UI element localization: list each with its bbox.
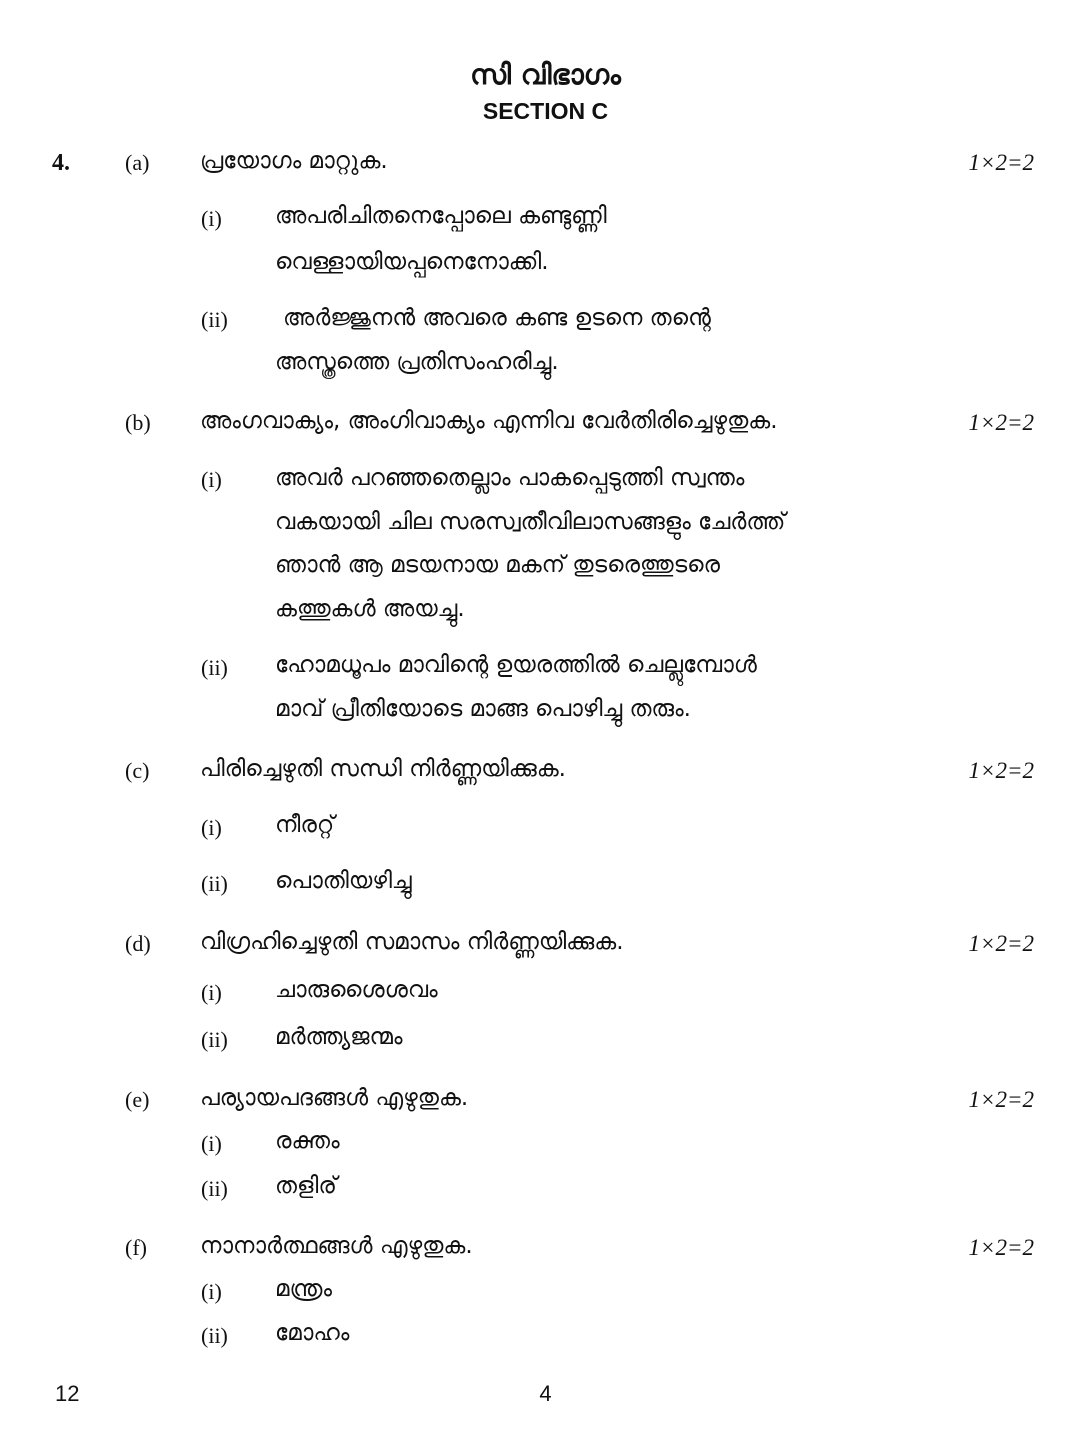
part-c-item-i-label: (i) [201, 815, 222, 840]
part-f-item-ii-line-1: മോഹം [275, 1320, 350, 1346]
question-number: 4. [52, 150, 70, 176]
part-e-item-ii-line-1: തളിര് [275, 1173, 337, 1199]
part-b-item-i-line-1: അവർ പറഞ്ഞതെല്ലാം പാകപ്പെടുത്തി സ്വന്തം [275, 465, 745, 491]
part-e-instruction: പര്യായപദങ്ങൾ എഴുതുക. [200, 1085, 469, 1111]
part-b-marks: 1×2=2 [968, 410, 1034, 435]
part-f-instruction: നാനാർത്ഥങ്ങൾ എഴുതുക. [200, 1233, 473, 1259]
part-a-marks: 1×2=2 [968, 150, 1034, 175]
part-b-item-i-line-4: കത്തുകൾ അയച്ചു. [275, 596, 465, 622]
part-c-label: (c) [125, 758, 150, 783]
part-b-item-i-line-2: വകയായി ചില സരസ്വതീവിലാസങ്ങളും ചേർത്ത് [275, 509, 786, 535]
part-d-marks: 1×2=2 [968, 931, 1034, 956]
part-f-item-i-label: (i) [201, 1279, 222, 1304]
part-a-item-ii-line-2: അസ്ത്രത്തെ പ്രതിസംഹരിച്ചു. [275, 349, 559, 375]
part-a-item-ii-line-1: അർജ്ജുനൻ അവരെ കണ്ട ഉടനെ തന്റെ [283, 305, 711, 331]
part-a-item-i-label: (i) [201, 206, 222, 231]
footer-code: 12 [55, 1381, 80, 1406]
section-title-malayalam: സി വിഭാഗം [470, 58, 621, 91]
part-d-item-ii-line-1: മർത്ത്യജന്മം [275, 1024, 403, 1050]
part-f-item-i-line-1: മന്ത്രം [275, 1276, 332, 1302]
part-f-label: (f) [125, 1235, 147, 1260]
part-c-item-ii-label: (ii) [201, 871, 228, 896]
part-e-marks: 1×2=2 [968, 1087, 1034, 1112]
part-a-item-ii-label: (ii) [201, 307, 228, 332]
page-number: 4 [539, 1381, 552, 1406]
part-a-item-i-line-1: അപരിചിതനെപ്പോലെ കണ്ടുണ്ണി [275, 203, 607, 229]
part-d-instruction: വിഗ്രഹിച്ചെഴുതി സമാസം നിർണ്ണയിക്കുക. [200, 929, 624, 955]
part-a-label: (a) [125, 150, 150, 175]
part-d-label: (d) [125, 931, 151, 956]
part-f-item-ii-label: (ii) [201, 1323, 228, 1348]
part-b-item-i-line-3: ഞാൻ ആ മടയനായ മകന് തുടരെത്തുടരെ [275, 552, 721, 578]
part-c-item-ii-line-1: പൊതിയഴിച്ചു [275, 868, 412, 894]
part-d-item-ii-label: (ii) [201, 1027, 228, 1052]
part-c-item-i-line-1: നീരറ്റ് [275, 812, 335, 838]
part-e-item-ii-label: (ii) [201, 1176, 228, 1201]
part-b-item-ii-line-1: ഹോമധൂപം മാവിന്റെ ഉയരത്തിൽ ചെല്ലുമ്പോൾ [275, 652, 757, 678]
part-b-item-ii-line-2: മാവ് പ്രീതിയോടെ മാങ്ങ പൊഴിച്ചു തരും. [275, 696, 691, 722]
part-f-marks: 1×2=2 [968, 1235, 1034, 1260]
part-e-label: (e) [125, 1087, 150, 1112]
part-b-instruction: അംഗവാക്യം, അംഗിവാക്യം എന്നിവ വേർതിരിച്ചെഴുതുക. [200, 408, 778, 434]
part-c-instruction: പിരിച്ചെഴുതി സന്ധി നിർണ്ണയിക്കുക. [200, 756, 566, 782]
part-b-item-ii-label: (ii) [201, 655, 228, 680]
part-b-item-i-label: (i) [201, 467, 222, 492]
section-title-english: SECTION C [482, 98, 609, 124]
part-d-item-i-line-1: ചാരുശൈശവം [275, 977, 438, 1003]
part-d-item-i-label: (i) [201, 980, 222, 1005]
part-a-instruction: പ്രയോഗം മാറ്റുക. [200, 148, 388, 174]
part-e-item-i-label: (i) [201, 1131, 222, 1156]
part-b-label: (b) [125, 410, 151, 435]
part-c-marks: 1×2=2 [968, 758, 1034, 783]
part-e-item-i-line-1: രക്തം [275, 1128, 340, 1154]
part-a-item-i-line-2: വെള്ളായിയപ്പനെനോക്കി. [275, 249, 549, 275]
